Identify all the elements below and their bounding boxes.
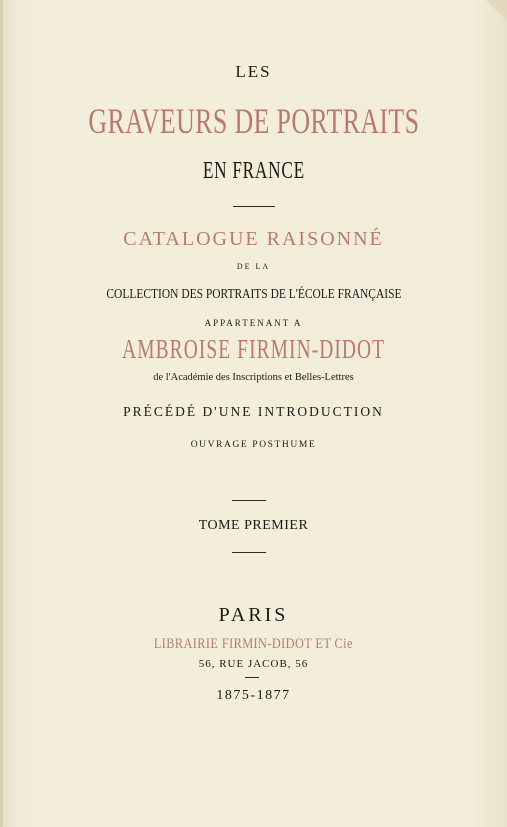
main-title-text: GRAVEURS DE PORTRAITS <box>87 101 420 141</box>
address-line: 56, RUE JACOB, 56 <box>198 658 309 670</box>
divider-rule-2 <box>232 500 266 501</box>
publisher-line <box>0 636 507 653</box>
collection-text: COLLECTION DES PORTRAITS DE L'ÉCOLE FRANÇAISE <box>105 287 402 302</box>
divider-rule-3 <box>232 552 266 553</box>
subtitle-en-france-text: EN FRANCE <box>202 158 305 184</box>
publisher-text: LIBRAIRIE FIRMIN-DIDOT ET Cie <box>153 636 354 652</box>
academy-line: de l'Académie des Inscriptions et Belles-Lettres <box>153 372 354 383</box>
tome-premier: TOME PREMIER <box>198 518 309 533</box>
divider-rule-4 <box>245 677 259 678</box>
collection-line <box>0 287 507 303</box>
appartenant: APPARTENANT A <box>204 318 303 328</box>
city-paris: PARIS <box>218 604 289 626</box>
ouvrage-posthume: OUVRAGE POSTHUME <box>190 440 317 450</box>
precede-introduction: PRÉCÉDÉ D'UNE INTRODUCTION <box>123 404 384 419</box>
years-line: 1875-1877 <box>216 688 291 703</box>
catalogue-raisonne: CATALOGUE RAISONNÉ <box>123 228 384 250</box>
de-la: DE LA <box>236 262 271 271</box>
main-title <box>0 100 507 142</box>
author-name-text: AMBROISE FIRMIN-DIDOT <box>121 334 385 364</box>
title-les: LES <box>235 62 272 81</box>
divider-rule <box>233 206 275 207</box>
subtitle-en-france <box>0 158 507 185</box>
author-name <box>0 334 507 365</box>
page-corner-fold <box>477 0 507 22</box>
